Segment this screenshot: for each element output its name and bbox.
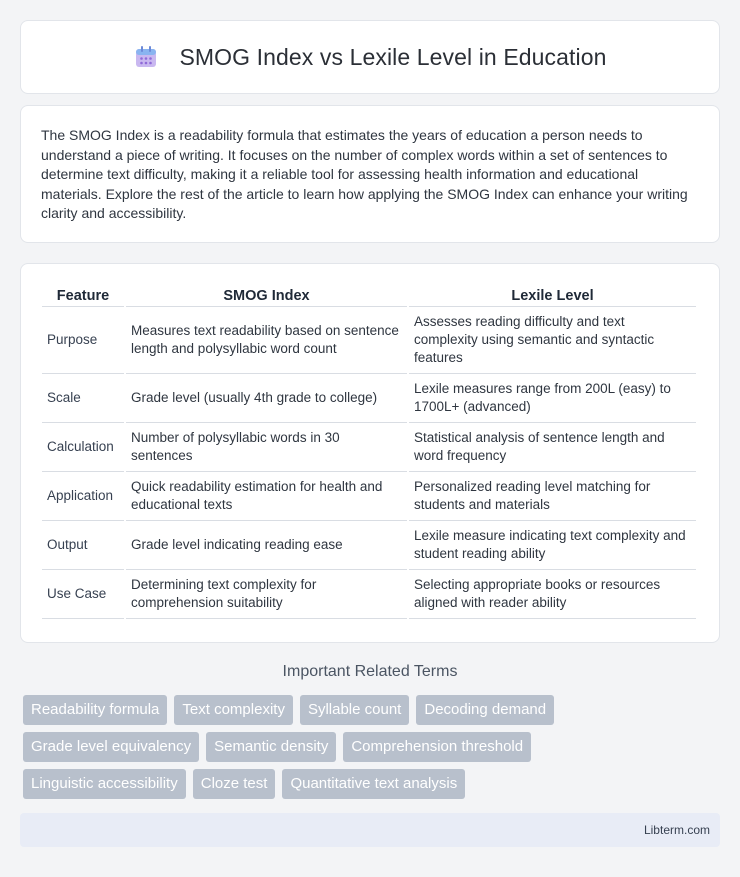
header-lexile: Lexile Level xyxy=(409,284,696,307)
intro-card xyxy=(20,105,720,243)
smog-cell: Measures text readability based on sentence length and polysyllabic word count xyxy=(126,307,407,374)
related-terms-list xyxy=(23,695,723,806)
smog-cell: Grade level indicating reading ease xyxy=(126,521,407,570)
tag-row xyxy=(23,769,723,799)
header-smog: SMOG Index xyxy=(126,284,407,307)
lexile-cell: Statistical analysis of sentence length and word frequency xyxy=(409,423,696,472)
table-row xyxy=(42,374,696,423)
calendar-icon xyxy=(133,44,159,70)
table-row xyxy=(42,307,696,374)
page-title: SMOG Index vs Lexile Level in Education xyxy=(179,43,607,70)
tag-row xyxy=(23,695,723,725)
footer-brand-link[interactable]: Libterm.com xyxy=(643,823,710,837)
tag-semantic-density[interactable]: Semantic density xyxy=(206,732,336,762)
feature-cell: Calculation xyxy=(42,423,124,472)
comparison-table-card xyxy=(20,263,720,643)
smog-cell: Quick readability estimation for health and educational texts xyxy=(126,472,407,521)
tag-syllable-count[interactable]: Syllable count xyxy=(300,695,409,725)
table-header-row xyxy=(42,284,696,307)
footer xyxy=(20,813,720,847)
tag-decoding-demand[interactable]: Decoding demand xyxy=(416,695,554,725)
smog-cell: Grade level (usually 4th grade to college) xyxy=(126,374,407,423)
intro-text: The SMOG Index is a readability formula that estimates the years of education a person needs to understand a piece of writing. It focuses on the number of complex words within a set of sentences to determine text difficulty, making it a reliable tool for assessing health information and educational materials. Explore the rest of the article to learn how applying the SMOG Index can enhance your writing clarity and accessibility. xyxy=(41,127,688,221)
table-row xyxy=(42,521,696,570)
lexile-cell: Lexile measures range from 200L (easy) to 1700L+ (advanced) xyxy=(409,374,696,423)
feature-cell: Use Case xyxy=(42,570,124,619)
tag-text-complexity[interactable]: Text complexity xyxy=(174,695,293,725)
tag-comprehension-threshold[interactable]: Comprehension threshold xyxy=(343,732,531,762)
tag-grade-level-equivalency[interactable]: Grade level equivalency xyxy=(23,732,199,762)
feature-cell: Purpose xyxy=(42,307,124,374)
lexile-cell: Lexile measure indicating text complexity and student reading ability xyxy=(409,521,696,570)
lexile-cell: Assesses reading difficulty and text complexity using semantic and syntactic features xyxy=(409,307,696,374)
table-row xyxy=(42,570,696,619)
smog-cell: Determining text complexity for comprehension suitability xyxy=(126,570,407,619)
lexile-cell: Personalized reading level matching for students and materials xyxy=(409,472,696,521)
feature-cell: Application xyxy=(42,472,124,521)
tag-row xyxy=(23,732,723,762)
comparison-table xyxy=(40,284,698,619)
smog-cell: Number of polysyllabic words in 30 sentences xyxy=(126,423,407,472)
tag-quantitative-text-analysis[interactable]: Quantitative text analysis xyxy=(282,769,465,799)
header-feature: Feature xyxy=(42,284,124,307)
table-row xyxy=(42,423,696,472)
feature-cell: Scale xyxy=(42,374,124,423)
table-row xyxy=(42,472,696,521)
feature-cell: Output xyxy=(42,521,124,570)
tag-cloze-test[interactable]: Cloze test xyxy=(193,769,276,799)
related-terms-heading: Important Related Terms xyxy=(282,663,458,680)
title-card xyxy=(20,20,720,94)
tag-linguistic-accessibility[interactable]: Linguistic accessibility xyxy=(23,769,186,799)
tag-readability-formula[interactable]: Readability formula xyxy=(23,695,167,725)
lexile-cell: Selecting appropriate books or resources aligned with reader ability xyxy=(409,570,696,619)
